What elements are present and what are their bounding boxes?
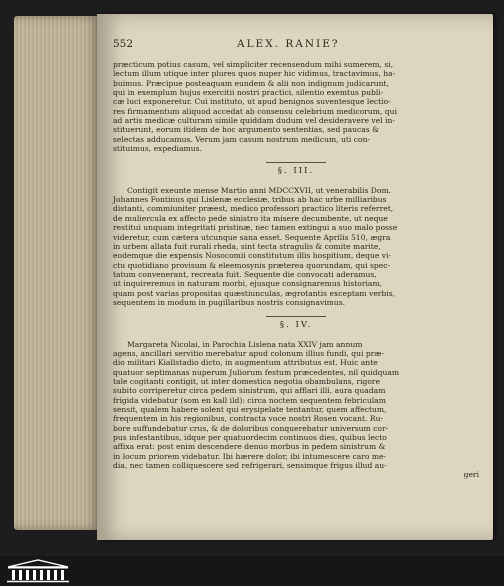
- text-line: videretur, cum cætera utcunque sana esset. Sequente Aprilis 510, ægra: [113, 232, 391, 242]
- book-page: [97, 14, 493, 540]
- text-line: agens, ancillari servitio merebatur apud colonum illius fundi, qui præ-: [113, 348, 385, 358]
- text-line: eodemque die expensis Nosocomii constitutum illis hospitium, deque vi-: [113, 251, 392, 261]
- paragraph-top: [113, 60, 479, 153]
- text-line: tatum convenerant, recreata fuit. Sequente die convocati aderamus,: [113, 269, 377, 279]
- text-line: distanti, commiuniter præest, medico professori practico literis referret,: [113, 204, 394, 214]
- book-page-edges: [14, 16, 100, 530]
- text-line: subito corriperetur circa pedem sinistrum, qui afflari illi, aura quadam: [113, 386, 386, 396]
- text-line: restitui unquam integritati pristinæ, nec tamen extingui a suo malo posse: [113, 223, 398, 233]
- running-head: ALEX. RANIE?: [237, 38, 340, 50]
- text-line: Margareta Nicolai, in Parochia Lislena nata XXIV jam annum: [127, 339, 363, 349]
- text-line: Johannes Fontinus qui Lislenæ ecclesiæ, tribus ab hac urbe milliaribus: [113, 195, 387, 205]
- text-line: bore suffundebatur crus, & de doloribus conquerebatur universum cor-: [113, 423, 389, 433]
- section-rule: [266, 316, 326, 317]
- text-line: affixa erat: post enim descendere denuo morbus in pedem sinistrum &: [113, 442, 386, 452]
- catchword: geri: [463, 470, 479, 480]
- page-header: [97, 38, 493, 54]
- text-line: in urbem allata fuit rurali rheda, sint tecta stragulis & comite marite,: [113, 241, 381, 251]
- section-rule: [266, 162, 326, 163]
- text-line: buimus. Præcipue posteaquam eundem & alii non indignum judicarunt,: [113, 78, 389, 88]
- text-line: ad artis medicæ culturam simile quiddam dudum vel desideravere vel in-: [113, 116, 395, 126]
- text-line: sequentem in modum in pugillaribus nostris consignavimus.: [113, 297, 346, 307]
- text-line: sensit, qualem habere solent qui erysipelate tentantur, quem affectum,: [113, 405, 387, 414]
- text-line: de muliercula ex affecto pede sinistro ita misere decumbente, ut neque: [113, 213, 388, 223]
- page-body: [113, 60, 479, 480]
- section-heading-4: [113, 316, 479, 330]
- text-line: dia, nec tamen colliquescere sed refrigerari, sensimque frigus illud au-: [113, 461, 387, 471]
- section-3-text: [113, 186, 479, 307]
- footer-bar: [0, 556, 504, 586]
- text-line: stituimus, expediamus.: [113, 144, 202, 154]
- text-line: frigida videbatur (som en kall ild): circa noctem sequentem febriculam: [113, 395, 386, 405]
- text-line: cæ luci exponeretur. Cui instituto, ut apud benignos suventesque lectio-: [113, 97, 391, 107]
- text-line: ctu quotidiano provisum & eleemosynis præterea quorundam, qui spec-: [113, 260, 391, 270]
- text-line: res firmamentum aliquod accedat ab consensu celebrium medicorum, qui: [113, 106, 397, 116]
- library-building-logo-icon: [4, 558, 72, 584]
- page-number: 552: [113, 38, 134, 50]
- section-heading-text: §. III.: [277, 166, 315, 177]
- text-line: pus infestantibus, idque per quatuordecim continuos dies, quibus lecto: [113, 433, 387, 443]
- text-line: Contigit exeunte mense Martio anni MDCCXVII, ut venerabilis Dom.: [127, 185, 392, 195]
- text-line: quatuor septimanas nuperum Juliorum festum præcedentes, nil quidquam: [113, 367, 400, 377]
- text-line: selectas adducamus. Verum jam casum nostrum medicum, uti con-: [113, 134, 371, 144]
- text-line: lectum illum utique inter plures quos nuper hic vidimus, tractavimus, ha-: [113, 69, 396, 79]
- text-line: quam post varias propositas quæstiunculas, ægrotantis exceptam verbis,: [113, 288, 396, 298]
- section-heading-3: [113, 162, 479, 176]
- text-line: dio militari Kiallstadio dicto, in augmentum attributus est. Huic ante: [113, 358, 378, 368]
- text-line: ut inquireremus in naturam morbi, ejusque consignaremus historiam,: [113, 279, 383, 289]
- text-line: frequentem in his regionibus, contracta voce nostri Rosen vocant. Ru-: [113, 414, 384, 424]
- section-heading-text: §. IV.: [279, 320, 313, 331]
- text-line: præcticum potius casum, vel simpliciter recensendum mihi sumerem, si,: [113, 60, 394, 69]
- text-line: stituerunt, eorum itidem de hoc argumento sententias, sed paucas &: [113, 125, 379, 135]
- text-line: qui in exemplum hujus exercitii nostri practici, silentio exemtus publi-: [113, 88, 384, 98]
- text-line: in locum priorem videbatur. Ibi hærere dolor, ibi intumescere caro me-: [113, 451, 387, 461]
- section-4-text: [113, 340, 479, 480]
- text-line: tale cogitanti contigit, ut inter domestica negotia obambulans, rigore: [113, 376, 381, 386]
